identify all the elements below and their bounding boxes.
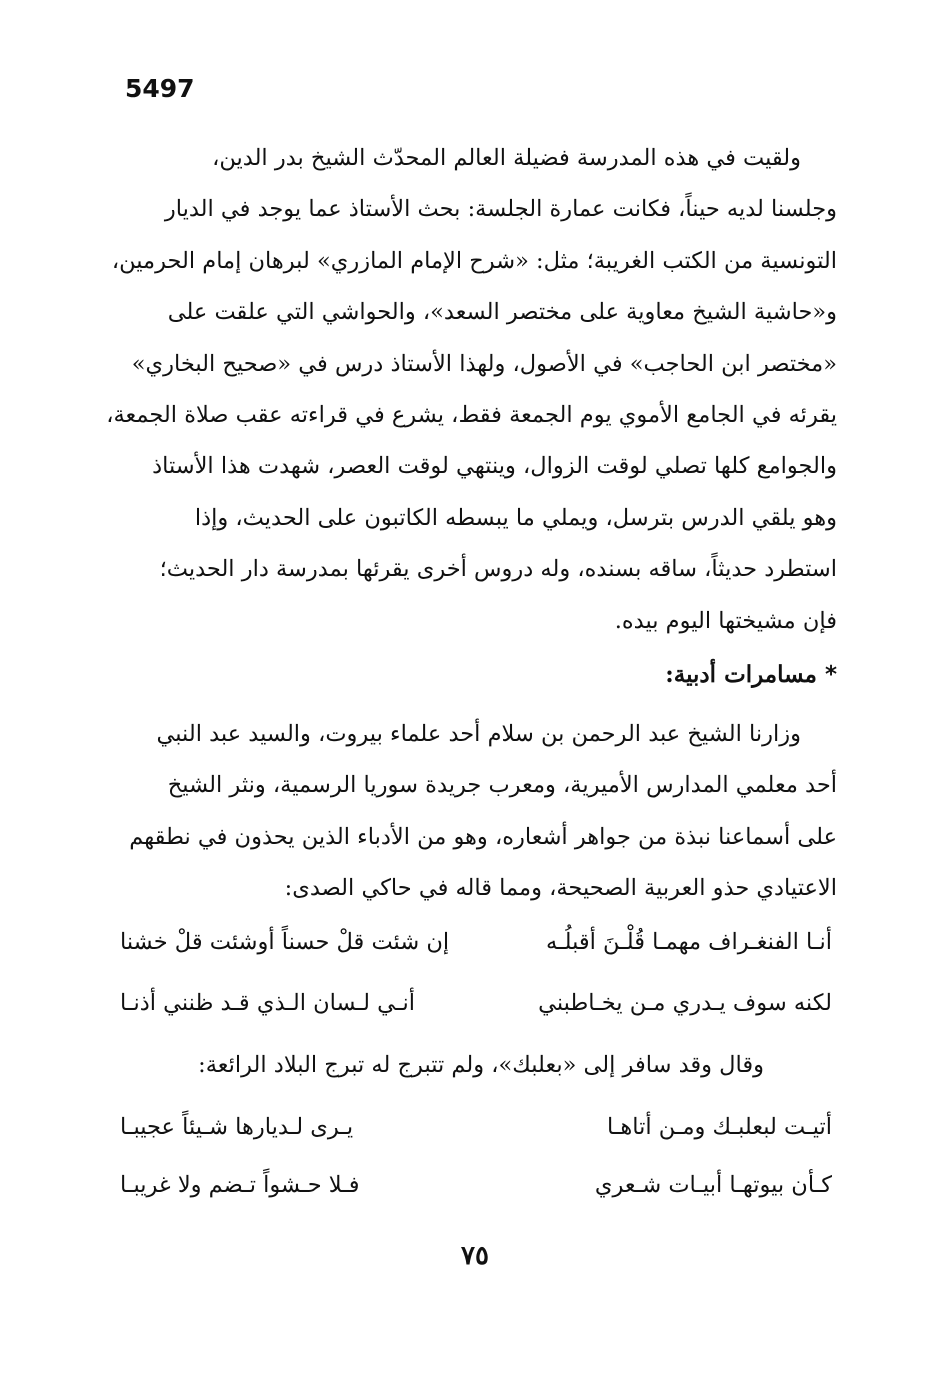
second-hemistich: إن شئت قلْ حسناً أوشئت قلْ خشنا	[120, 929, 450, 955]
section-heading	[665, 657, 837, 693]
paragraph-1	[106, 133, 837, 647]
paragraph-line: التونسية من الكتب الغريبة؛ مثل: «شرح الإمام المازري» لبرهان إمام الحرمين،	[111, 247, 837, 274]
paragraph-line: و«حاشية الشيخ معاوية على مختصر السعد»، والحواشي التي علقت على	[167, 299, 837, 326]
paragraph-line: على أسماعنا نبذة من جواهر أشعاره، وهو من الأدباء الذين يحذون في نطقهم	[129, 823, 837, 850]
first-hemistich: لكنه سوف يـدري مـن يخـاطبني	[538, 990, 832, 1016]
first-hemistich: أنـا الفنغـراف مهمـا قُلْـنَ أقبلُـه	[546, 929, 832, 955]
poem-1-verse	[120, 917, 832, 967]
poem-2-verse	[120, 1160, 832, 1210]
second-hemistich: فـلا حـشواً تـضم ولا غريبـا	[120, 1172, 360, 1198]
paragraph-line: فإن مشيختها اليوم بيده.	[614, 607, 837, 634]
paragraph-2	[125, 709, 837, 915]
paragraph-line: وزارنا الشيخ عبد الرحمن بن سلام أحد علماء بيروت، والسيد عبد النبي	[156, 721, 801, 747]
first-hemistich: أتيـت لبعلبـك ومـن أتاهـا	[606, 1114, 832, 1140]
poem-2-verse	[120, 1102, 832, 1152]
paragraph-line: يقرئه في الجامع الأموي يوم الجمعة فقط، يشرع في قراءته عقب صلاة الجمعة،	[106, 402, 837, 429]
paragraph-line: استطرد حديثاً، ساقه بسنده، وله دروس أخرى يقرئها بمدرسة دار الحديث؛	[159, 556, 837, 583]
first-hemistich: كـأن بيوتهـا أبيـات شـعري	[594, 1172, 832, 1198]
second-hemistich: أنـي لـسان الـذي قـد ظنني أذنـا	[120, 990, 416, 1016]
page-number-top: 5497	[125, 74, 195, 103]
paragraph-line: «مختصر ابن الحاجب» في الأصول، ولهذا الأستاذ درس في «صحيح البخاري»	[131, 350, 837, 377]
paragraph-line: والجوامع كلها تصلي لوقت الزوال، وينتهي لوقت العصر، شهدت هذا الأستاذ	[152, 453, 837, 480]
asterisk-icon: *	[824, 662, 837, 688]
paragraph-line: وهو يلقي الدرس بترسل، ويملي ما يبسطه الكاتبون على الحديث، وإذا	[194, 504, 837, 531]
poem-1-verse	[120, 978, 832, 1028]
second-hemistich: يـرى لـديارها شـيئاً عجيبـا	[120, 1114, 354, 1140]
paragraph-line: أحد معلمي المدارس الأميرية، ومعرب جريدة سوريا الرسمية، ونثر الشيخ	[167, 772, 837, 799]
page-number-bottom: ٧٥	[461, 1241, 489, 1271]
paragraph-line: ولقيت في هذه المدرسة فضيلة العالم المحدّث الشيخ بدر الدين،	[212, 145, 801, 171]
verse-intro: وقال وقد سافر إلى «بعلبك»، ولم تتبرج له تبرج البلاد الرائعة:	[198, 1052, 764, 1078]
paragraph-line: وجلسنا لديه حيناً، فكانت عمارة الجلسة: بحث الأستاذ عما يوجد في الديار	[164, 196, 837, 223]
section-heading-title: مسامرات أدبية:	[665, 661, 817, 688]
paragraph-line: الاعتيادي حذو العربية الصحيحة، ومما قاله في حاكي الصدى:	[284, 875, 837, 902]
